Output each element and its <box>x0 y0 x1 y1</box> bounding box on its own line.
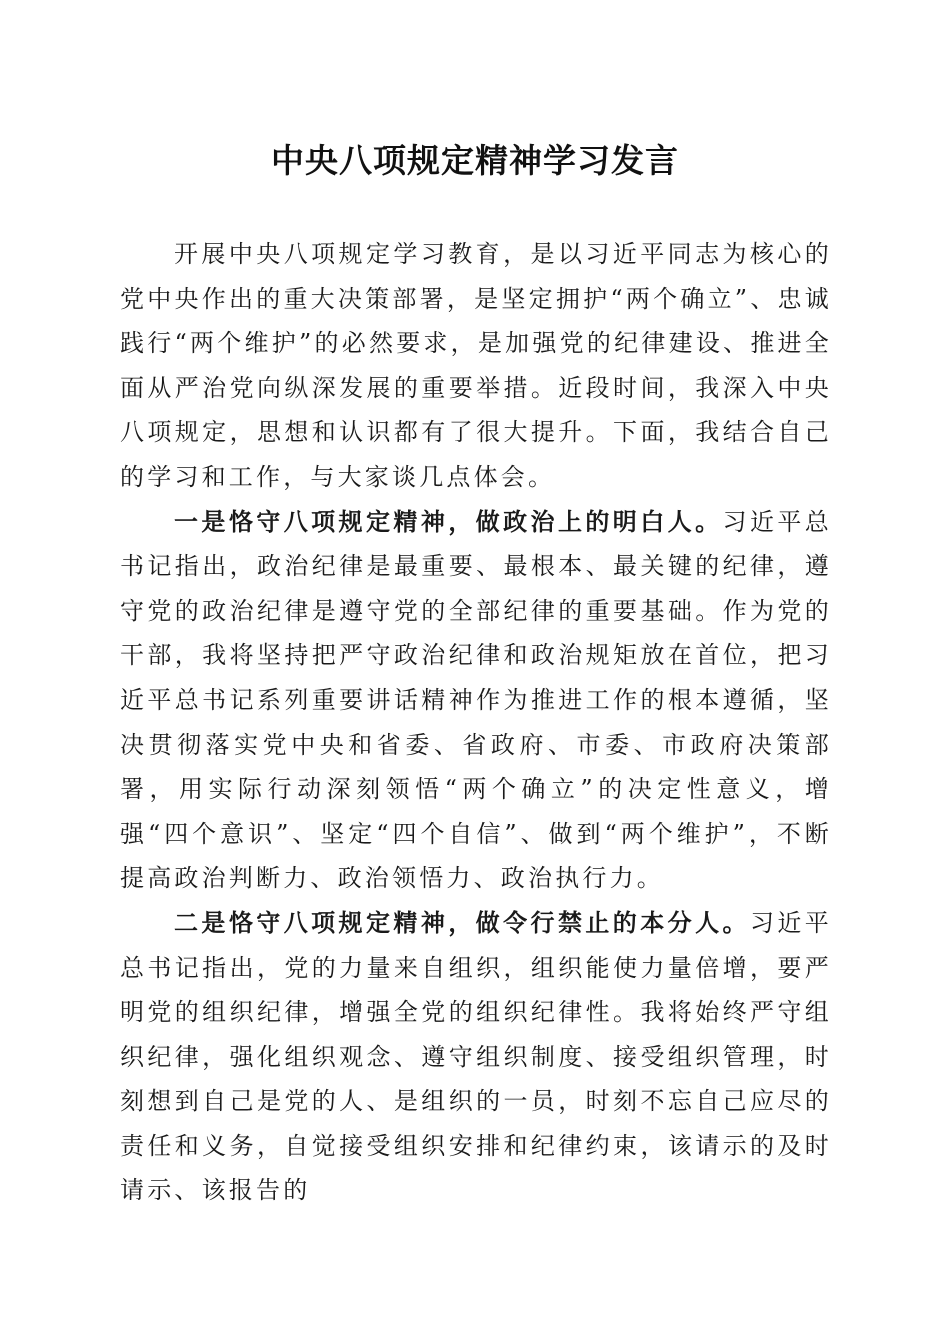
paragraph-text: 习近平总书记指出，党的力量来自组织，组织能使力量倍增，要严明党的组织纪律，增强全党的组织纪律性。我将始终严守组织纪律，强化组织观念、遵守组织制度、接受组织管理，时刻想到自己是党的人、是组织的一员，时刻不忘自己应尽的责任和义务，自觉接受组织安排和纪律约束，该请示的及时请示、该报告的 <box>120 908 832 1205</box>
paragraph-text: 习近平总书记指出，政治纪律是最重要、最根本、最关键的纪律，遵守党的政治纪律是遵守党的全部纪律的重要基础。作为党的干部，我将坚持把严守政治纪律和政治规矩放在首位，把习近平总书记系列重要讲话精神作为推进工作的根本遵循，坚决贯彻落实党中央和省委、省政府、市委、市政府决策部署，用实际行动深刻领悟“两个确立”的决定性意义，增强“四个意识”、坚定“四个自信”、做到“两个维护”，不断提高政治判断力、政治领悟力、政治执行力。 <box>120 507 832 893</box>
paragraph-point-2 <box>120 901 832 1213</box>
paragraph-lead: 二是恪守八项规定精神，做令行禁止的本分人。 <box>174 907 750 937</box>
paragraph-lead: 一是恪守八项规定精神，做政治上的明白人。 <box>174 506 723 536</box>
document-title: 中央八项规定精神学习发言 <box>271 141 679 180</box>
paragraph-intro <box>120 232 832 500</box>
paragraph-point-1 <box>120 500 832 901</box>
paragraph-text: 开展中央八项规定学习教育，是以习近平同志为核心的党中央作出的重大决策部署，是坚定拥护“两个确立”、忠诚践行“两个维护”的必然要求，是加强党的纪律建设、推进全面从严治党向纵深发展的重要举措。近段时间，我深入中央八项规定，思想和认识都有了很大提升。下面，我结合自己的学习和工作，与大家谈几点体会。 <box>120 240 832 491</box>
document-body <box>120 232 832 1213</box>
